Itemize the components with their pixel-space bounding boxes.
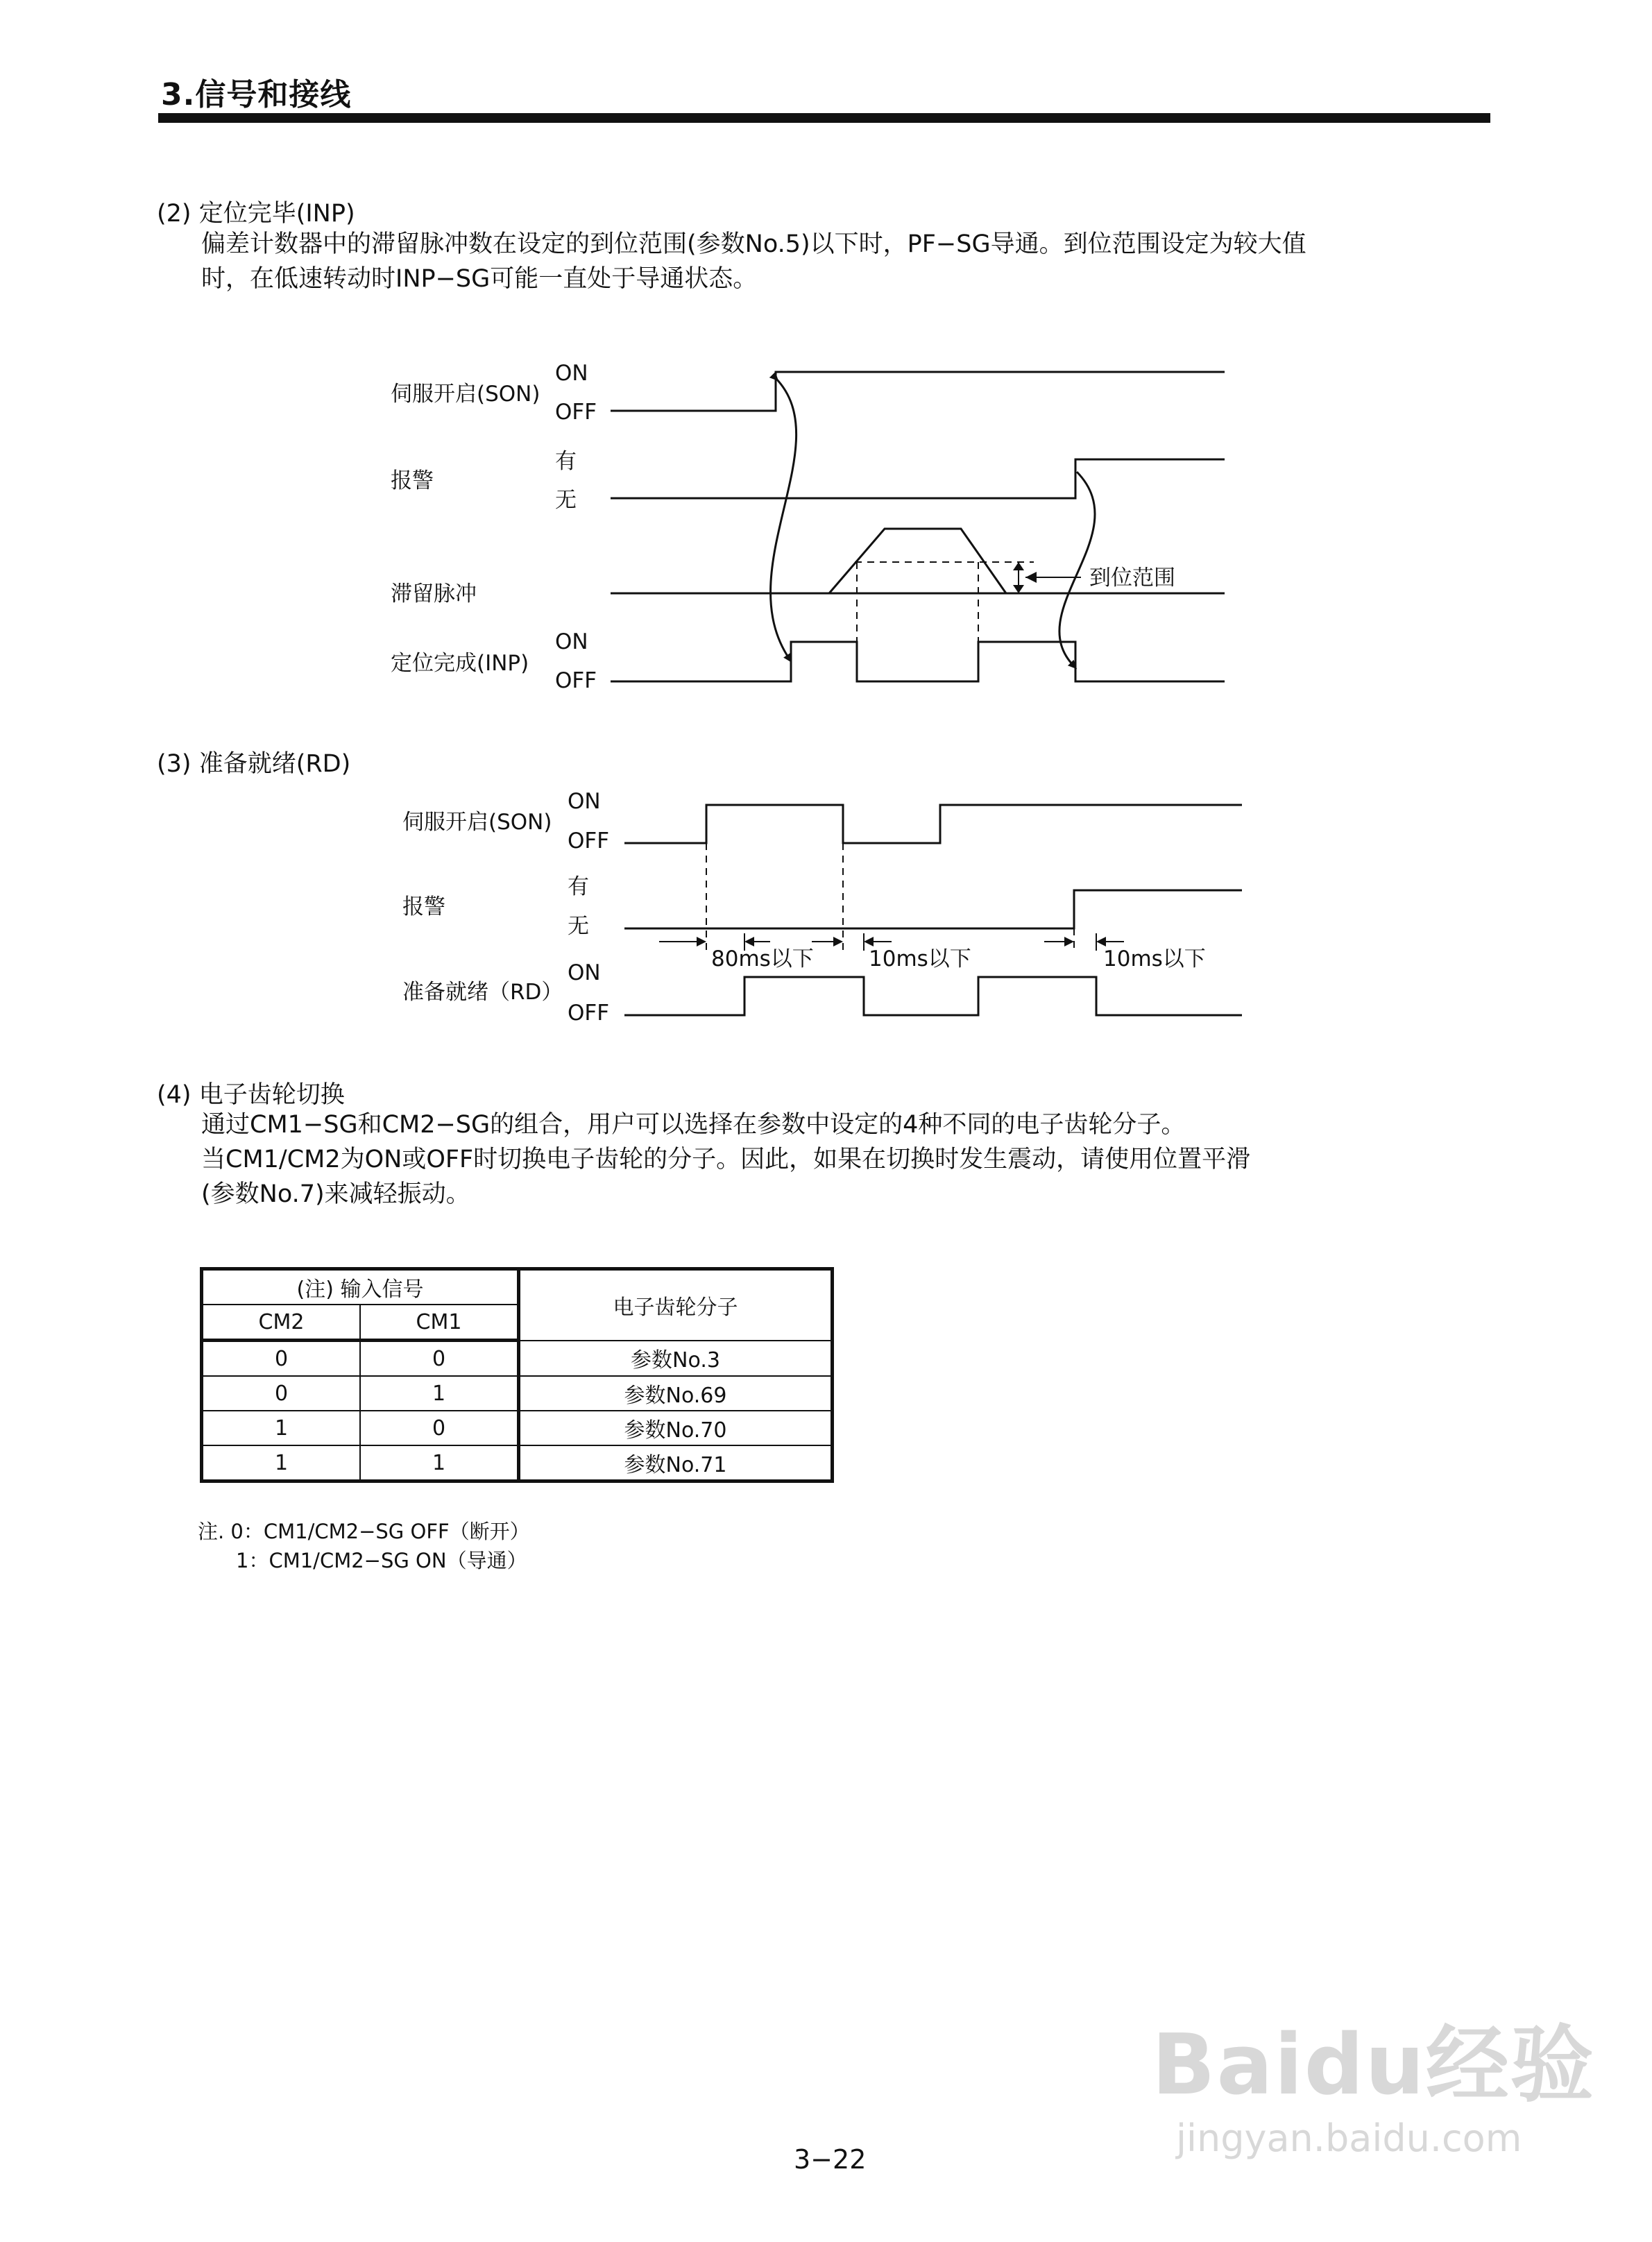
alarm-waveform — [611, 459, 1225, 498]
d2-interval-80ms: 80ms以下 — [711, 946, 814, 971]
d2-rd-off: OFF — [568, 1001, 610, 1026]
d2-son-off: OFF — [568, 829, 610, 854]
cell-gear: 参数No.3 — [519, 1341, 833, 1377]
section2-heading: (2) 定位完毕(INP) — [157, 200, 355, 228]
d1-son-label: 伺服开启(SON) — [391, 382, 540, 407]
d2-son-waveform — [624, 805, 1242, 843]
section3-heading: (3) 准备就绪(RD) — [157, 750, 351, 778]
d1-range-label: 到位范围 — [1089, 566, 1175, 591]
table-row — [202, 1376, 833, 1411]
d2-alarm-label: 报警 — [402, 894, 445, 919]
watermark-logo: Baidu经验 — [1152, 2017, 1595, 2114]
d1-son-off: OFF — [555, 400, 597, 425]
section4-paragraph — [201, 1107, 1250, 1212]
section2-line2: 时，在低速转动时INP−SG可能一直处于导通状态。 — [201, 265, 758, 293]
section2-line1: 偏差计数器中的滞留脉冲数在设定的到位范围(参数No.5)以下时，PF−SG导通。到位范围设定为较大值 — [201, 230, 1306, 258]
note-line2: 1：CM1/CM2−SG ON（导通） — [236, 1549, 527, 1572]
son-to-inp-curve — [771, 378, 797, 659]
droop-pulse — [829, 529, 1006, 593]
section4-line2: 当CM1/CM2为ON或OFF时切换电子齿轮的分子。因此，如果在切换时发生震动，请使用位置平滑 — [201, 1146, 1251, 1173]
section4-line1: 通过CM1−SG和CM2−SG的组合，用户可以选择在参数中设定的4种不同的电子齿轮分子。 — [201, 1111, 1186, 1139]
d2-rd-on: ON — [568, 960, 601, 985]
son-waveform — [611, 372, 1225, 411]
d2-alarm-yes: 有 — [568, 874, 589, 899]
d1-alarm-no: 无 — [555, 488, 577, 513]
section4-heading: (4) 电子齿轮切换 — [157, 1081, 345, 1109]
d1-droop-label: 滞留脉冲 — [391, 581, 477, 606]
d2-rd-waveform — [624, 977, 1242, 1015]
d2-alarm-waveform — [624, 890, 1242, 928]
cell-gear: 参数No.69 — [519, 1376, 833, 1411]
cell-cm2: 0 — [202, 1376, 361, 1411]
d1-son-on: ON — [555, 361, 588, 386]
cell-cm2: 1 — [202, 1445, 361, 1481]
table-col-gear: 电子齿轮分子 — [519, 1269, 833, 1341]
note-line1: 注. 0：CM1/CM2−SG OFF（断开） — [198, 1520, 530, 1543]
d1-inp-label: 定位完成(INP) — [391, 651, 529, 676]
cell-cm2: 1 — [202, 1411, 361, 1445]
section4-line3: (参数No.7)来减轻振动。 — [201, 1180, 470, 1208]
table-notes — [198, 1517, 530, 1575]
inp-waveform — [611, 642, 1225, 681]
d1-inp-on: ON — [555, 629, 588, 654]
d2-son-on: ON — [568, 789, 601, 814]
d2-rd-label: 准备就绪（RD） — [402, 980, 563, 1005]
d1-inp-off: OFF — [555, 668, 597, 693]
chapter-title: 3.信号和接线 — [161, 77, 352, 112]
gear-numerator-table — [200, 1267, 834, 1483]
d2-son-label: 伺服开启(SON) — [402, 810, 552, 835]
cell-gear: 参数No.70 — [519, 1411, 833, 1445]
cell-cm1: 1 — [360, 1376, 519, 1411]
table-col-cm2: CM2 — [202, 1305, 361, 1341]
cell-cm1: 0 — [360, 1411, 519, 1445]
rd-timing-diagram — [0, 763, 1652, 1055]
cell-cm1: 1 — [360, 1445, 519, 1481]
table-row — [202, 1341, 833, 1377]
page-number: 3−22 — [794, 2144, 867, 2175]
watermark-url: jingyan.baidu.com — [1176, 2116, 1522, 2160]
table-row — [202, 1411, 833, 1445]
table-group-header: (注) 输入信号 — [202, 1269, 519, 1305]
d2-alarm-no: 无 — [568, 914, 589, 939]
d1-alarm-label: 报警 — [391, 468, 434, 493]
cell-gear: 参数No.71 — [519, 1445, 833, 1481]
d2-interval-10ms-1: 10ms以下 — [869, 946, 971, 971]
d1-alarm-yes: 有 — [555, 449, 577, 474]
cell-cm1: 0 — [360, 1341, 519, 1377]
d2-interval-10ms-2: 10ms以下 — [1103, 946, 1206, 971]
table-col-cm1: CM1 — [360, 1305, 519, 1341]
cell-cm2: 0 — [202, 1341, 361, 1377]
table-row — [202, 1445, 833, 1481]
